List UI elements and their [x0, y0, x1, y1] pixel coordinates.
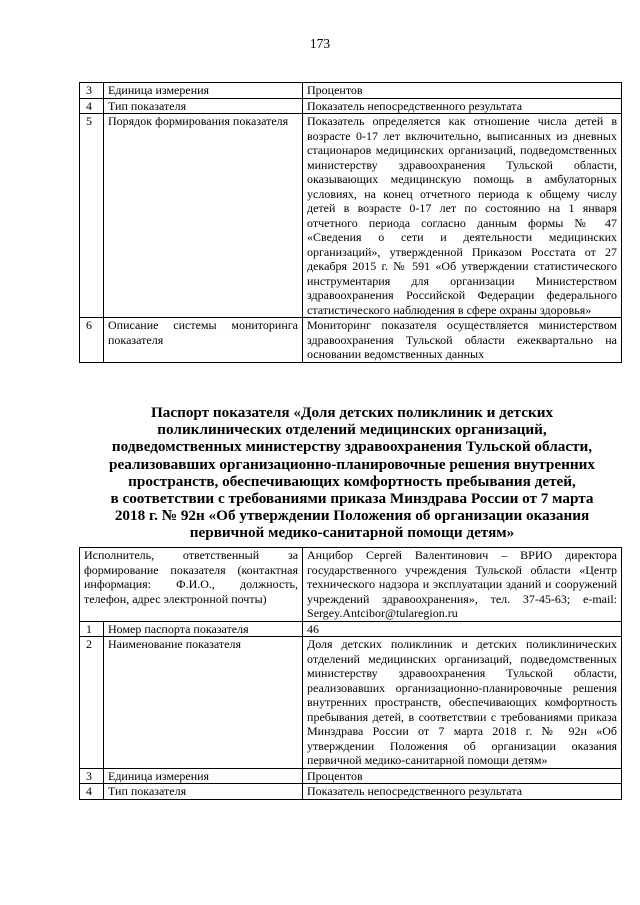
table-row [80, 637, 622, 769]
table-row [80, 621, 622, 637]
row-number: 5 [80, 114, 104, 318]
table-row [80, 83, 622, 99]
row-value: Мониторинг показателя осуществляется министерством здравоохранения Тульской области ежеквартально на основании ведомственных данных [303, 318, 622, 363]
row-value: Доля детских поликлиник и детских поликлинических отделений медицинских организаций, подведомственных министерству здравоохранения Тульской области, реализовавших организационно-планировочные решения внутренних пространств, обеспечивающих комфортность пребывания детей, в соответствии с требованиями приказа Минздрава России от 7 марта 2018 г. № 92н «Об утверждении Положения об организации оказания первичной медико-санитарной помощи детям» [303, 637, 622, 769]
row-number: 4 [80, 98, 104, 114]
row-number: 6 [80, 318, 104, 363]
row-value: 46 [303, 621, 622, 637]
row-value: Показатель определяется как отношение числа детей в возрасте 0-17 лет включительно, выписанных из дневных стационаров медицинских организаций, подведомственных министерству здравоохранения Тульской области, оказывающих медицинскую помощь в амбулаторных условиях, на конец отчетного периода к общему числу детей в возрасте 0-17 лет по состоянию на 1 января отчетного периода согласно данным формы № 47 «Сведения о сети и деятельности медицинских организаций», утвержденной Приказом Росстата от 27 декабря 2015 г. № 591 «Об утверждении статистического инструментария для организации Министерством здравоохранения Российской Федерации федерального статистического наблюдения в сфере охраны здоровья» [303, 114, 622, 318]
row-label: Порядок формирования показателя [104, 114, 303, 318]
indicator-table-continued [79, 82, 622, 363]
row-value: Процентов [303, 83, 622, 99]
heading-line: подведомственных министерству здравоохранения Тульской области, [111, 438, 593, 456]
row-number: 3 [80, 83, 104, 99]
table-row [80, 784, 622, 800]
table-row [80, 548, 622, 622]
table-row [80, 114, 622, 318]
heading-line: пространств, обеспечивающих комфортность пребывания детей, [128, 472, 576, 490]
heading-line: в соответствии с требованиями приказа Минздрава России от 7 марта [110, 490, 594, 508]
table-row [80, 98, 622, 114]
table-row [80, 768, 622, 784]
row-number: 4 [80, 784, 104, 800]
executor-value: Анцибор Сергей Валентинович – ВРИО директора государственного учреждения Тульской области «Центр технического надзора и эксплуатации зданий и сооружений учреждений здравоохранения», тел. 37-45-63; e-mail: Sergey.Antcibor@tularegion.ru [303, 548, 622, 622]
page-number: 173 [309, 36, 331, 51]
heading-line: первичной медико-санитарной помощи детям» [189, 524, 515, 542]
row-number: 3 [80, 768, 104, 784]
row-label: Единица измерения [104, 83, 303, 99]
row-label: Единица измерения [104, 768, 303, 784]
table-row [80, 318, 622, 363]
heading-line: Паспорт показателя «Доля детских поликлиник и детских [150, 404, 554, 421]
row-number: 2 [80, 637, 104, 769]
row-label: Тип показателя [104, 98, 303, 114]
row-label: Номер паспорта показателя [104, 621, 303, 637]
indicator-passport-table [79, 547, 622, 800]
passport-heading [78, 404, 626, 542]
row-number: 1 [80, 621, 104, 637]
row-value: Показатель непосредственного результата [303, 98, 622, 114]
row-label: Тип показателя [104, 784, 303, 800]
heading-line: поликлинических отделений медицинских организаций, [157, 421, 547, 439]
row-label: Наименование показателя [104, 637, 303, 769]
row-value: Показатель непосредственного результата [303, 784, 622, 800]
heading-line: реализовавших организационно-планировочные решения внутренних [109, 455, 595, 473]
row-value: Процентов [303, 768, 622, 784]
heading-line: 2018 г. № 92н «Об утверждении Положения об организации оказания [114, 507, 590, 525]
row-label: Описание системы мониторинга показателя [104, 318, 303, 363]
executor-label: Исполнитель, ответственный за формирование показателя (контактная информация: Ф.И.О., должность, телефон, адрес электронной почты) [80, 548, 303, 622]
